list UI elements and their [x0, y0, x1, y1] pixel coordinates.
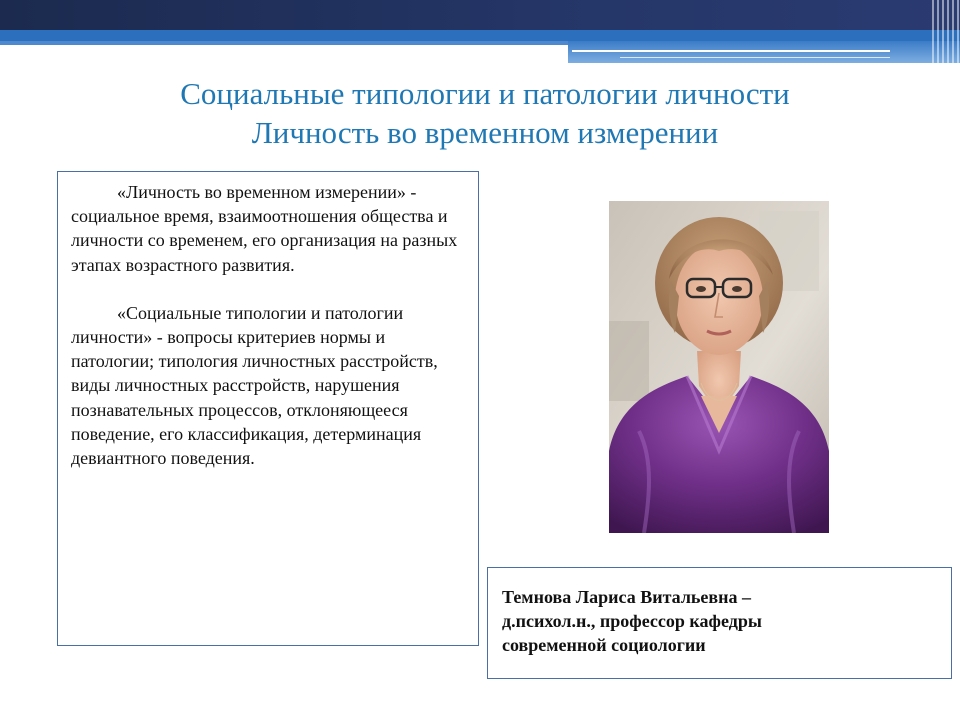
caption-line-2: д.психол.н., профессор кафедры [502, 611, 762, 631]
header-blue-underline [0, 41, 570, 45]
header-white-rule-thin [620, 57, 890, 58]
header-dark-band [0, 0, 960, 30]
header-blue-band [0, 30, 960, 41]
slide-title [60, 74, 910, 152]
description-paragraph-2: «Социальные типологии и патологии личности» - вопросы критериев нормы и патологии; типология личностных расстройств, виды личностных расстройств, нарушения познавательных процессов, отклоняющееся поведение, его классификация, детерминация девиантного поведения. [71, 302, 438, 469]
caption-line-1: Темнова Лариса Витальевна – [502, 587, 752, 607]
description-box [57, 171, 479, 646]
portrait-photo [609, 201, 829, 533]
header-blue-block [568, 41, 960, 63]
caption-box [487, 567, 952, 679]
caption-line-3: современной социологии [502, 635, 706, 655]
slide-title-line-2: Личность во временном измерении [251, 115, 719, 150]
description-paragraph-1: «Личность во временном измерении» - социальное время, взаимоотношения общества и личности со временем, его организация на разных этапах возрастного развития. [71, 182, 458, 275]
header-stripes-decoration [932, 0, 960, 66]
header-white-rule [572, 50, 890, 52]
slide-title-line-1: Социальные типологии и патологии личности [180, 76, 790, 111]
